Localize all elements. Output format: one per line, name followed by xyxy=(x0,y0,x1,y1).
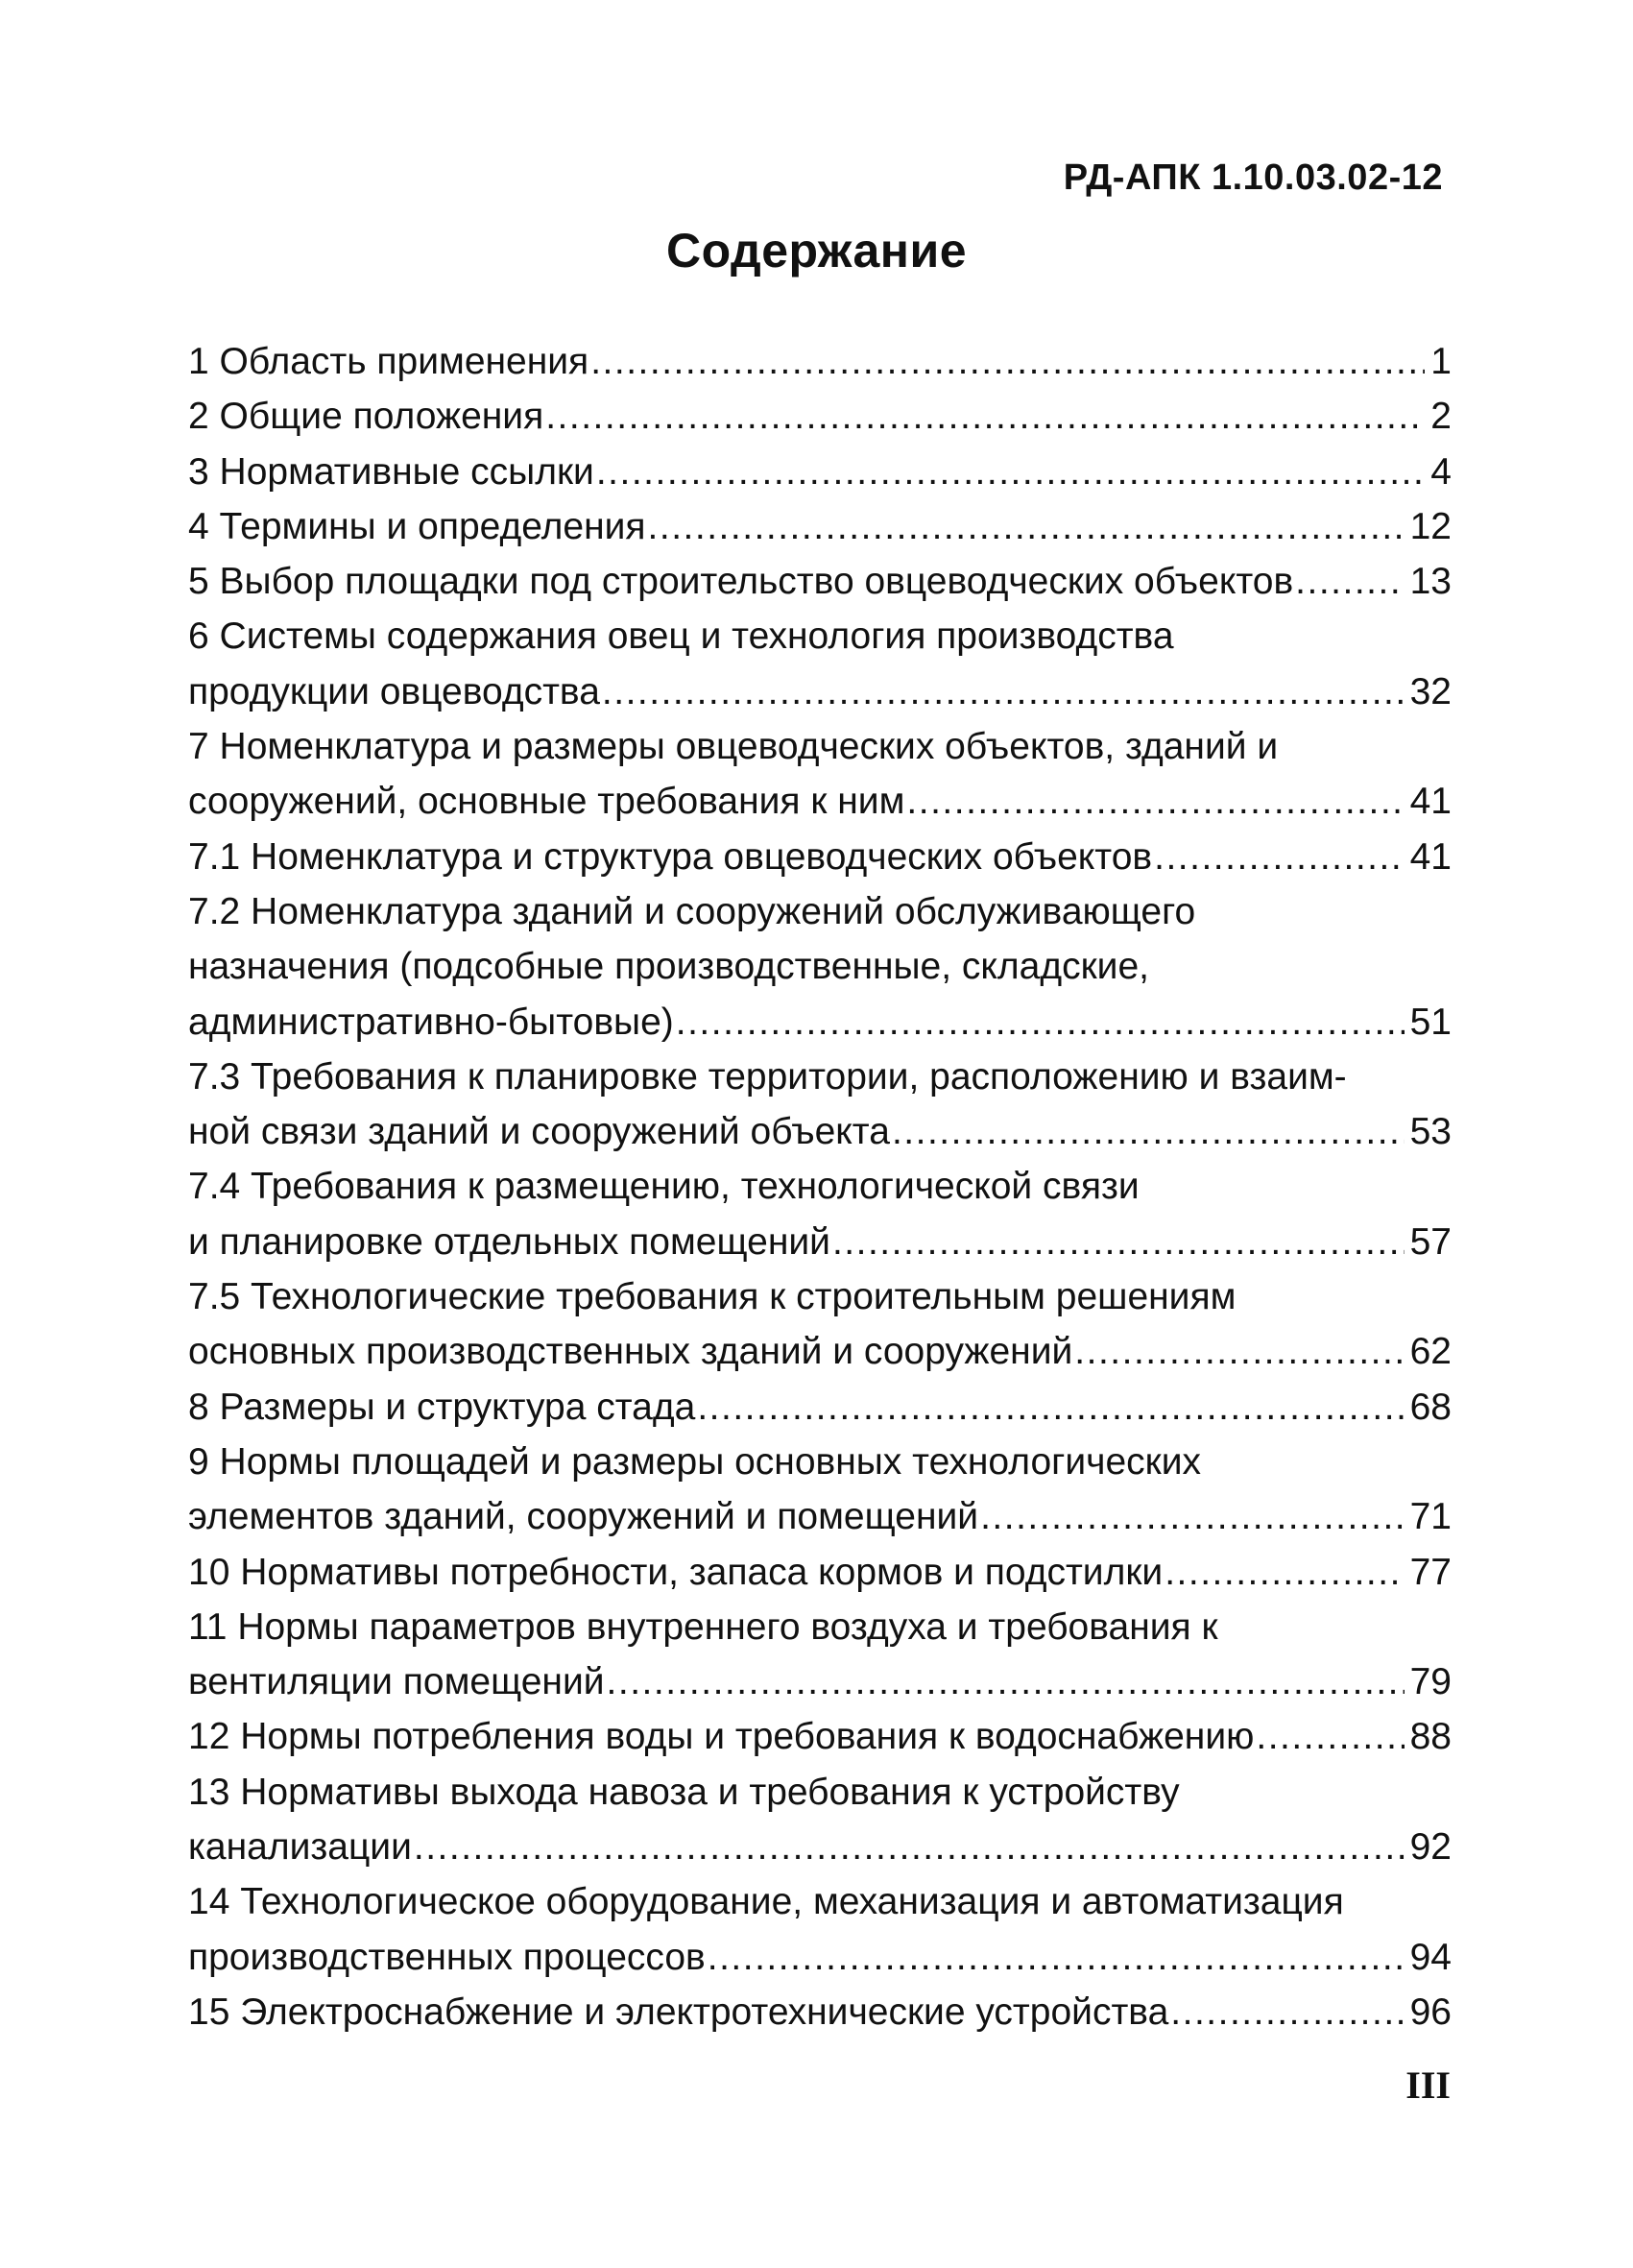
toc-entry xyxy=(188,1545,1452,1600)
toc-entry-title-line: 7.4 Требования к размещению, технологической связи xyxy=(188,1166,1140,1208)
toc-entry-title-line: 7.5 Технологические требования к строительным решениям xyxy=(188,1276,1237,1318)
toc-entry xyxy=(188,1435,1452,1545)
toc-entry-last-line xyxy=(188,1489,1452,1544)
toc-entry-last-line xyxy=(188,554,1452,609)
toc-page-number: 62 xyxy=(1409,1331,1452,1373)
toc-entry xyxy=(188,389,1452,444)
toc-entry xyxy=(188,1874,1452,1985)
dot-leader xyxy=(1154,830,1404,884)
toc-page-number: 2 xyxy=(1430,396,1452,438)
dot-leader xyxy=(596,445,1425,499)
toc-entry-last-line xyxy=(188,389,1452,444)
toc-page-number: 41 xyxy=(1409,835,1452,878)
toc-entry-title-line: сооружений, основные требования к ним xyxy=(188,781,905,823)
dot-leader xyxy=(1295,554,1404,609)
dot-leader xyxy=(906,774,1404,829)
toc-entry xyxy=(188,1600,1452,1710)
toc-entry-last-line xyxy=(188,1654,1452,1709)
toc-page-number: 71 xyxy=(1409,1496,1452,1538)
toc-page-number: 41 xyxy=(1409,781,1452,823)
dot-leader xyxy=(1170,1985,1404,2039)
toc-entry xyxy=(188,499,1452,554)
toc-entry-last-line xyxy=(188,1324,1452,1379)
dot-leader xyxy=(832,1215,1405,1269)
toc-entry-title-line: 4 Термины и определения xyxy=(188,505,646,547)
toc-entry-last-line xyxy=(188,1985,1452,2039)
toc-entry-last-line xyxy=(188,1380,1452,1435)
toc-entry xyxy=(188,1765,1452,1875)
toc-page-number: 4 xyxy=(1430,450,1452,493)
toc-entry-title-line: назначения (подсобные производственные, складские, xyxy=(188,946,1149,988)
dot-leader xyxy=(1074,1324,1404,1379)
toc-page-number: 94 xyxy=(1409,1936,1452,1978)
dot-leader xyxy=(697,1380,1404,1435)
toc-entry-title-line: ной связи зданий и сооружений объекта xyxy=(188,1111,890,1153)
toc-entry-title-line: вентиляции помещений xyxy=(188,1661,605,1703)
dot-leader xyxy=(590,334,1425,389)
toc-entry-last-line xyxy=(188,1104,1452,1159)
toc-entry xyxy=(188,1050,1452,1160)
toc-entry-last-line xyxy=(188,499,1452,554)
toc-entry xyxy=(188,1380,1452,1435)
toc-entry xyxy=(188,1709,1452,1764)
page-number: III xyxy=(1405,2063,1451,2107)
toc-entry-last-line xyxy=(188,1709,1452,1764)
dot-leader xyxy=(607,1654,1405,1709)
toc-page-number: 79 xyxy=(1409,1661,1452,1703)
dot-leader xyxy=(676,995,1405,1050)
toc-page-number: 88 xyxy=(1409,1716,1452,1758)
toc-entry-title-line: 10 Нормативы потребности, запаса кормов и подстилки xyxy=(188,1551,1164,1593)
toc-entry-title-line: 2 Общие положения xyxy=(188,396,544,438)
dot-leader xyxy=(708,1930,1405,1985)
toc-entry-last-line xyxy=(188,1930,1452,1985)
dot-leader xyxy=(1165,1545,1404,1600)
dot-leader xyxy=(545,389,1425,444)
toc-page-number: 12 xyxy=(1409,505,1452,547)
toc-entry xyxy=(188,445,1452,499)
dot-leader xyxy=(980,1489,1405,1544)
dot-leader xyxy=(1256,1709,1404,1764)
toc-entry-title-line: 9 Нормы площадей и размеры основных технологических xyxy=(188,1440,1202,1483)
dot-leader xyxy=(602,664,1405,719)
toc-entry xyxy=(188,1985,1452,2039)
toc-entry xyxy=(188,1159,1452,1269)
toc-entry-last-line xyxy=(188,334,1452,389)
toc-entry xyxy=(188,830,1452,884)
toc-entry-title-line: 6 Системы содержания овец и технология производства xyxy=(188,615,1174,658)
toc-entry-title-line: 7.3 Требования к планировке территории, расположению и взаим- xyxy=(188,1055,1347,1098)
toc-entry-title-line: и планировке отдельных помещений xyxy=(188,1220,830,1263)
toc-entry-title-line: 7.2 Номенклатура зданий и сооружений обслуживающего xyxy=(188,890,1196,932)
toc-page-number: 13 xyxy=(1409,561,1452,603)
toc-entry-title-line: производственных процессов xyxy=(188,1936,706,1978)
toc-page-number: 77 xyxy=(1409,1551,1452,1593)
toc-entry-last-line xyxy=(188,830,1452,884)
toc-entry-title-line: элементов зданий, сооружений и помещений xyxy=(188,1496,979,1538)
toc-entry-last-line xyxy=(188,774,1452,829)
toc-page-number: 32 xyxy=(1409,670,1452,712)
toc-page-number: 51 xyxy=(1409,1001,1452,1043)
toc-entry xyxy=(188,1269,1452,1380)
toc-page-number: 1 xyxy=(1430,341,1452,382)
toc-entry-title-line: основных производственных зданий и сооружений xyxy=(188,1331,1073,1373)
dot-leader xyxy=(414,1820,1405,1874)
toc-entry-title-line: 3 Нормативные ссылки xyxy=(188,450,594,493)
toc-entry-title-line: 5 Выбор площадки под строительство овцеводческих объектов xyxy=(188,561,1294,603)
toc-page-number: 53 xyxy=(1409,1111,1452,1153)
toc-entry-title-line: 15 Электроснабжение и электротехнические устройства xyxy=(188,1991,1169,2033)
toc-entry-title-line: 13 Нормативы выхода навоза и требования к устройству xyxy=(188,1771,1180,1813)
toc-entry xyxy=(188,719,1452,830)
toc-page-number: 57 xyxy=(1409,1220,1452,1263)
toc-entry-title-line: административно-бытовые) xyxy=(188,1001,674,1043)
toc-entry-last-line xyxy=(188,1820,1452,1874)
toc-entry-title-line: 11 Нормы параметров внутреннего воздуха и требования к xyxy=(188,1605,1218,1648)
toc-entry-last-line xyxy=(188,664,1452,719)
toc-page-number: 96 xyxy=(1409,1991,1452,2033)
toc-entry-title-line: 14 Технологическое оборудование, механизация и автоматизация xyxy=(188,1881,1344,1923)
toc-entry-title-line: 12 Нормы потребления воды и требования к водоснабжению xyxy=(188,1716,1255,1758)
toc-entry-title-line: канализации xyxy=(188,1826,412,1869)
toc-entry-title-line: 7 Номенклатура и размеры овцеводческих объектов, зданий и xyxy=(188,726,1279,768)
toc-entry xyxy=(188,609,1452,719)
toc-entry-title-line: 7.1 Номенклатура и структура овцеводческих объектов xyxy=(188,835,1153,878)
toc-entry xyxy=(188,884,1452,1050)
document-code: РД-АПК 1.10.03.02-12 xyxy=(1063,157,1443,198)
toc-entry-last-line xyxy=(188,1215,1452,1269)
toc-entry xyxy=(188,554,1452,609)
toc-page-number: 92 xyxy=(1409,1826,1452,1869)
toc-entry xyxy=(188,334,1452,389)
toc-entry-title-line: продукции овцеводства xyxy=(188,670,600,712)
dot-leader xyxy=(648,499,1405,554)
table-of-contents xyxy=(188,334,1452,2039)
toc-entry-title-line: 8 Размеры и структура стада xyxy=(188,1386,696,1428)
toc-entry-title-line: 1 Область применения xyxy=(188,341,589,382)
toc-entry-last-line xyxy=(188,445,1452,499)
toc-entry-last-line xyxy=(188,1545,1452,1600)
page-title: Содержание xyxy=(665,224,968,277)
dot-leader xyxy=(892,1104,1405,1159)
toc-page-number: 68 xyxy=(1409,1386,1452,1428)
toc-entry-last-line xyxy=(188,995,1452,1050)
